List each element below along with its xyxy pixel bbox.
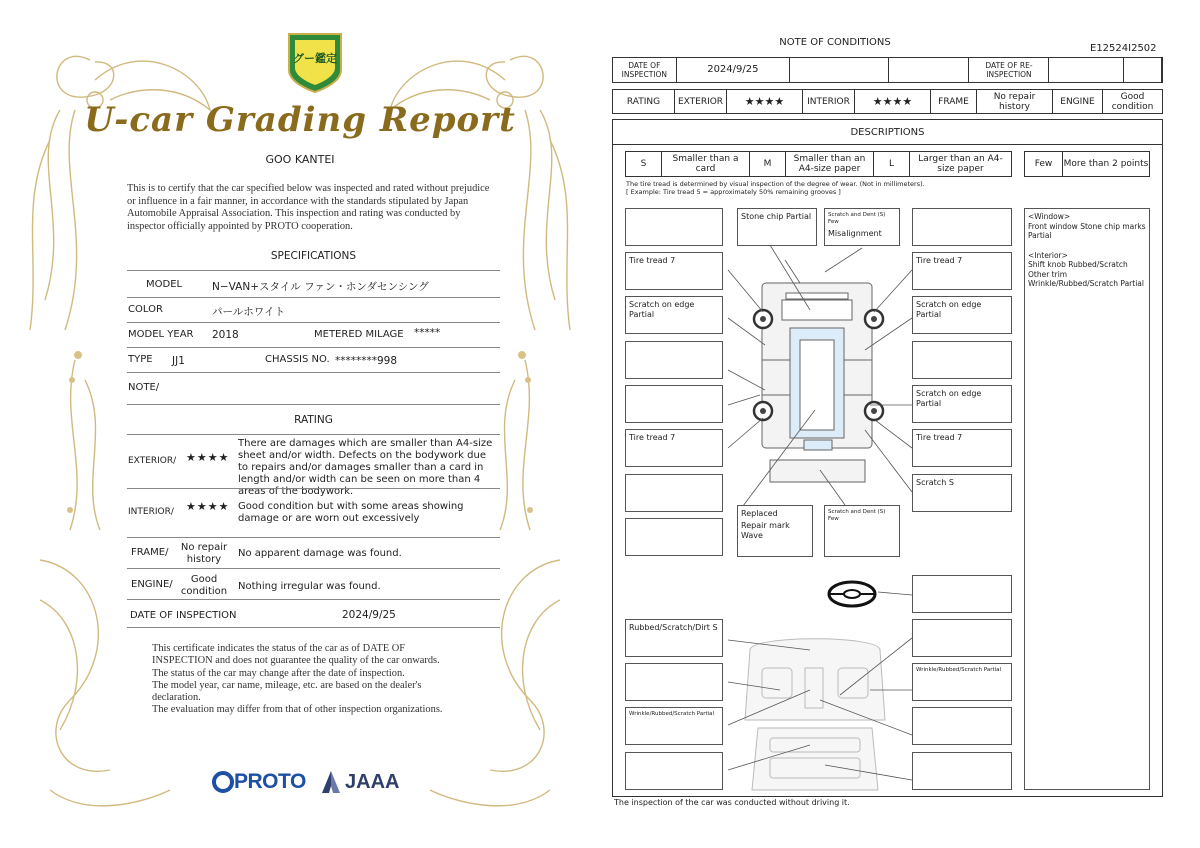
model-year-value: 2018 [212, 329, 239, 341]
mileage-value: ***** [414, 327, 441, 339]
legend-l-desc: Larger than an A4-size paper [918, 154, 1003, 174]
misalignment-text: Misalignment [828, 229, 882, 238]
note-box-tire-front-right: Tire tread 7 [912, 252, 1012, 290]
footnote-line: The model year, car name, mileage, etc. are based on the dealer's [152, 679, 422, 691]
note-box-misalignment [824, 208, 900, 246]
re-inspection-label: DATE OF RE-INSPECTION [969, 58, 1049, 82]
date-of-inspection-value: 2024/9/25 [677, 58, 790, 82]
car-top-view-icon [762, 283, 872, 482]
interior-label: INTERIOR [803, 90, 855, 113]
type-label: TYPE [128, 354, 153, 365]
rating-heading: RATING [294, 414, 333, 426]
note-box [912, 752, 1012, 790]
legend-s-desc: Smaller than a card [662, 152, 750, 176]
note-of-conditions-sheet [600, 0, 1200, 848]
note-box-wrinkle-left: Wrinkle/Rubbed/Scratch Partial [625, 707, 723, 745]
proto-logo-text: PROTO [234, 770, 306, 793]
model-year-label: MODEL YEAR [128, 329, 194, 340]
legend-few-desc: More than 2 points [1063, 159, 1149, 169]
exterior-label: EXTERIOR [675, 90, 727, 113]
legend-m-desc: Smaller than an A4-size paper [786, 152, 874, 176]
type-value: JJ1 [172, 355, 185, 367]
note-box-rubbed-dirt: Rubbed/Scratch/Dirt S [625, 619, 723, 657]
model-label: MODEL [146, 279, 183, 290]
note-box [625, 385, 723, 423]
frame-label: FRAME/ [131, 547, 169, 558]
footnote-line: The evaluation may differ from that of other inspection organizations. [152, 704, 443, 716]
note-box [625, 752, 723, 790]
date-of-inspection-value: 2024/9/25 [342, 609, 396, 621]
note-box-tire-rear-right: Tire tread 7 [912, 429, 1012, 467]
note-box-scratch-edge-right-1: Scratch on edge Partial [912, 296, 1012, 334]
note-box [625, 208, 723, 246]
sheet-code: E12524I2502 [1090, 43, 1157, 54]
color-value: パールホワイト [212, 306, 285, 318]
side-notes-panel [1024, 208, 1150, 790]
note-box-scratch-s: Scratch S [912, 474, 1012, 512]
note-box [912, 208, 1012, 246]
note-box [912, 707, 1012, 745]
note-box [625, 341, 723, 379]
note-box-scratch-dent-bottom: Scratch and Dent (S) Few [824, 505, 900, 557]
jaaa-logo-text: JAAA [345, 770, 400, 793]
interior-note: Other trim [1028, 269, 1068, 279]
engine-description: Nothing irregular was found. [238, 581, 381, 592]
footnote-line: This certificate indicates the status of the car as of DATE OF [152, 643, 406, 654]
note-box-scratch-edge-right-2: Scratch on edge Partial [912, 385, 1012, 423]
badge-text: グー鑑定 [293, 52, 337, 65]
certificate-title: U-car Grading Report [84, 100, 516, 140]
exterior-stars: ★★★★ [727, 90, 803, 113]
interior-heading: <Interior> [1028, 250, 1068, 260]
frame-value: No repair history [180, 542, 228, 565]
note-box [625, 518, 723, 556]
note-box-scratch-edge-left: Scratch on edge Partial [625, 296, 723, 334]
legend-s: S [626, 152, 662, 176]
steering-wheel-icon [829, 582, 875, 606]
interior-stars: ★★★★ [186, 500, 230, 513]
descriptions-heading: DESCRIPTIONS [613, 120, 1162, 145]
note-box-tire-rear-left: Tire tread 7 [625, 429, 723, 467]
legend-l: L [874, 152, 910, 176]
certificate-subtitle: GOO KANTEI [265, 153, 335, 166]
note-box [912, 341, 1012, 379]
tire-note-line: The tire tread is determined by visual inspection of the degree of wear. (Not in millimeters). [626, 180, 925, 188]
certificate-footnote [152, 643, 492, 717]
window-note: Front window Stone chip marks Partial [1028, 221, 1146, 240]
exterior-stars: ★★★★ [186, 451, 230, 464]
repair-mark-text: Repair mark Wave [741, 521, 790, 540]
frame-label: FRAME [931, 90, 977, 113]
date-of-inspection-label: DATE OF INSPECTION [613, 58, 677, 82]
frame-description: No apparent damage was found. [238, 548, 402, 559]
chassis-label: CHASSIS NO. [265, 354, 330, 365]
engine-value: Good condition [180, 574, 228, 597]
jaaa-logo-icon [320, 770, 342, 794]
replaced-text: Replaced [741, 509, 778, 518]
model-value: N−VAN+スタイル ファン・ホンダセンシング [212, 281, 429, 293]
goo-kantei-badge-icon [285, 30, 345, 94]
engine-label: ENGINE/ [131, 579, 173, 590]
rating-label: RATING [613, 90, 675, 113]
note-box-tire-front-left: Tire tread 7 [625, 252, 723, 290]
scratch-dent-top: Scratch and Dent (S) Few [828, 212, 886, 225]
note-box [912, 619, 1012, 657]
legend-m: M [750, 152, 786, 176]
chassis-value: ********998 [335, 355, 398, 367]
date-of-inspection-label: DATE OF INSPECTION [130, 610, 237, 621]
interior-stars: ★★★★ [855, 90, 931, 113]
exterior-label: EXTERIOR/ [128, 456, 177, 466]
legend-few-label: Few [1025, 152, 1063, 176]
footnote-line: The status of the car may change after the date of inspection. [152, 667, 405, 679]
note-box-wrinkle-right: Wrinkle/Rubbed/Scratch Partial [912, 663, 1012, 701]
jaaa-logo [320, 770, 399, 794]
note-box [912, 575, 1012, 613]
note-label: NOTE/ [128, 382, 160, 393]
interior-note: Shift knob Rubbed/Scratch [1028, 260, 1128, 269]
proto-logo-icon [212, 771, 234, 793]
interior-note: Wrinkle/Rubbed/Scratch Partial [1028, 279, 1144, 288]
tire-note-line: [ Example: Tire tread 5 = approximately 50% remaining grooves ] [626, 188, 841, 196]
note-box-replaced [737, 505, 813, 557]
footnote-line: declaration. [152, 692, 201, 704]
note-box-stone-chip: Stone chip Partial [737, 208, 817, 246]
car-interior-view-icon [745, 639, 885, 790]
certify-statement: This is to certify that the car specified below was inspected and rated without prejudice or influence in a fair manner, in accordance with the standards stipulated by Japan Automobile Appraisal Association. This inspection and rating was conducted by inspector officially appointed by PROTO cooperation. [127, 183, 490, 232]
interior-description: Good condition but with some areas showing damage or are worn out excessively [238, 501, 464, 524]
window-heading: <Window> [1028, 212, 1071, 221]
note-box [625, 663, 723, 701]
frame-value: No repair history [977, 90, 1053, 113]
interior-label: INTERIOR/ [128, 507, 174, 517]
mileage-label: METERED MILAGE [314, 329, 404, 340]
engine-value: Good condition [1111, 91, 1154, 112]
note-box [625, 474, 723, 512]
exterior-description: There are damages which are smaller than A4-size sheet and/or width. Defects on the bodywork due to repairs and/or damages smaller than a card in length and/or width can be seen on more than 4 areas of the bodywork. [238, 438, 493, 497]
footnote-line: INSPECTION and does not guarantee the quality of the car onwards. [152, 655, 440, 667]
engine-label: ENGINE [1053, 90, 1103, 113]
specifications-heading: SPECIFICATIONS [270, 250, 357, 262]
proto-logo [212, 770, 306, 794]
color-label: COLOR [128, 304, 163, 315]
sheet-footer: The inspection of the car was conducted without driving it. [614, 798, 850, 807]
sheet-title: NOTE OF CONDITIONS [779, 37, 891, 48]
